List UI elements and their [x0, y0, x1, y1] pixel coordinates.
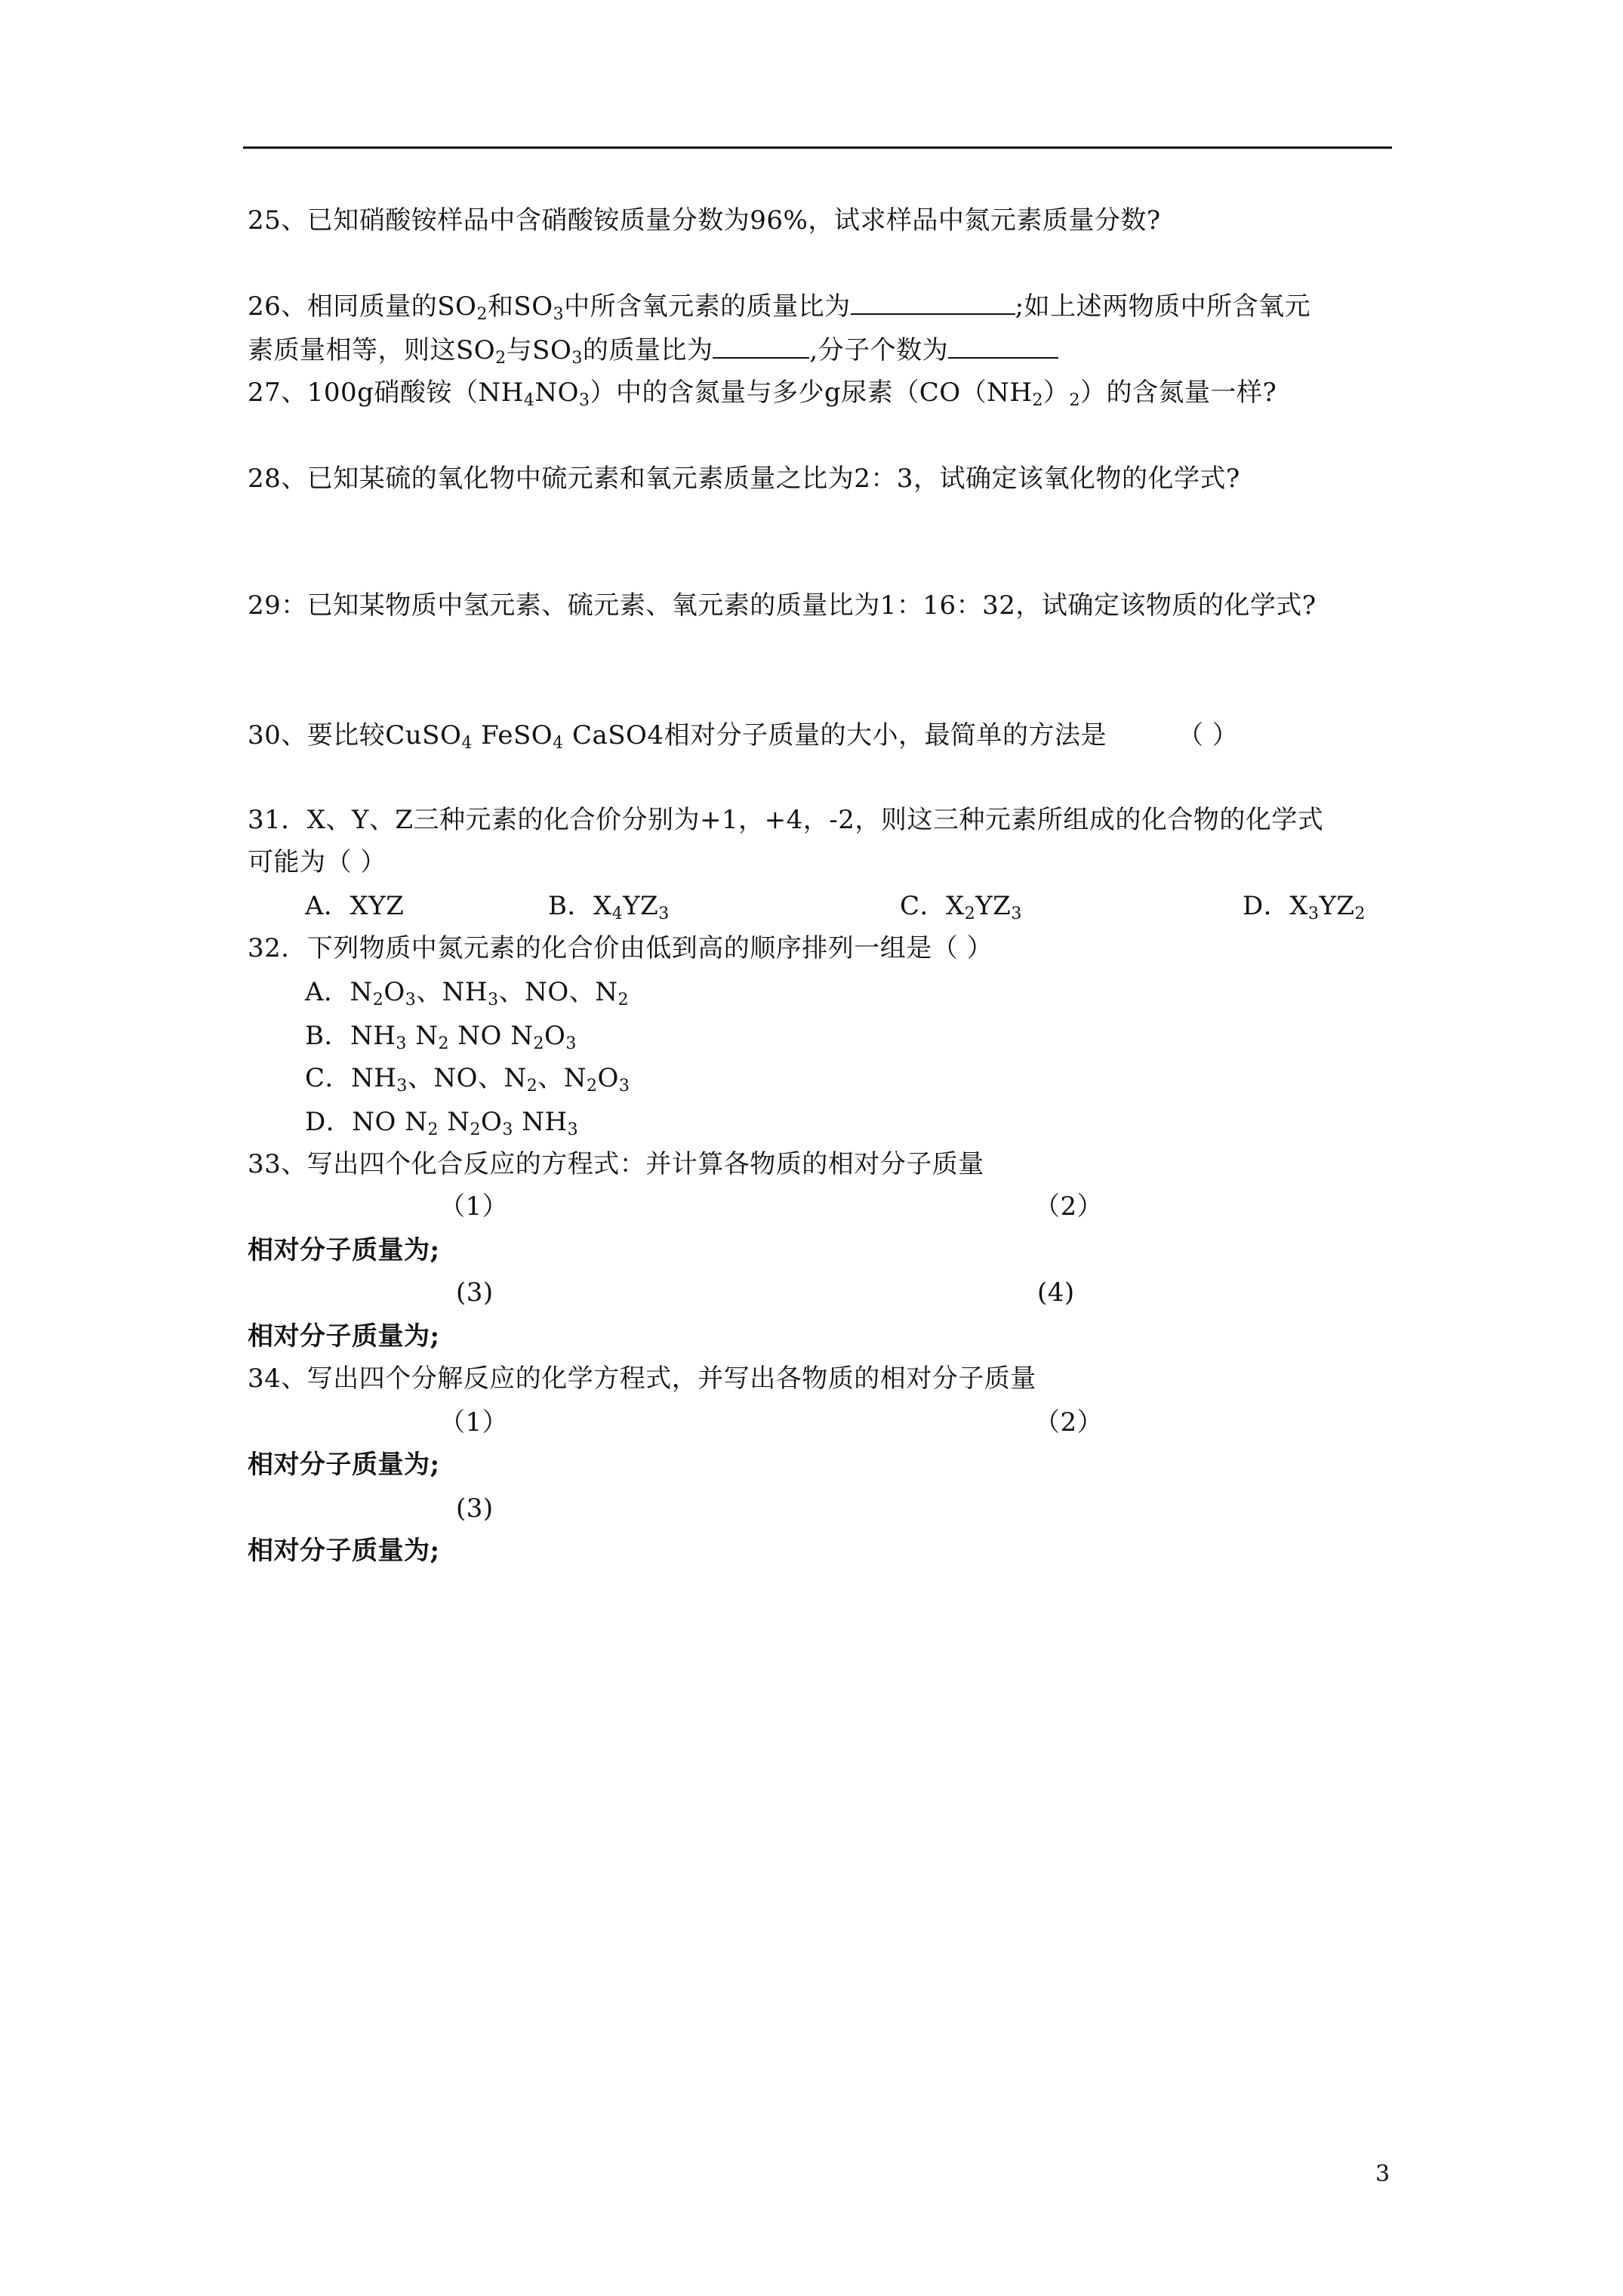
option-32-a: A．$N_2O_3$、$NH_3$、NO、$N_2$ — [305, 977, 629, 1009]
question-32: 32．下列物质中氮元素的化合价由低到高的顺序排列一组是（ ） — [248, 933, 993, 963]
q33-mass-label-2: 相对分子质量为; — [248, 1321, 440, 1351]
answer-blank[interactable] — [851, 291, 1015, 315]
q34-item-2: （2） — [1034, 1407, 1104, 1438]
question-29: 29：已知某物质中氢元素、硫元素、氧元素的质量比为1：16：32，试确定该物质的化学式? — [248, 590, 1317, 621]
question-33: 33、写出四个化合反应的方程式：并计算各物质的相对分子质量 — [248, 1149, 984, 1179]
q34-item-1: （1） — [439, 1407, 509, 1438]
option-32-c: C．$NH_3$、NO、$N_2$、$N_2O_3$ — [305, 1063, 630, 1096]
option-31-b: B．$X_4YZ_3$ — [548, 891, 670, 923]
question-25: 25、已知硝酸铵样品中含硝酸铵质量分数为96%，试求样品中氮元素质量分数? — [248, 205, 1161, 236]
question-30-paren: （ ） — [1178, 720, 1239, 750]
page-number: 3 — [1375, 2161, 1390, 2187]
option-32-d: D．NO $N_2$ $N_2O_3$ $NH_3$ — [305, 1107, 579, 1139]
option-31-d: D．$X_3YZ_2$ — [1243, 891, 1366, 923]
q34-mass-label-1: 相对分子质量为; — [248, 1450, 440, 1480]
q33-item-2: （2） — [1034, 1191, 1104, 1222]
q33-item-4: (4) — [1037, 1277, 1075, 1308]
q34-mass-label-2: 相对分子质量为; — [248, 1536, 440, 1566]
question-27: 27、100g硝酸铵$(NH_4NO_3)$中的含氮量与多少g尿素$(CO(NH_2)_2)$的含氮量一样? — [248, 378, 1277, 410]
question-31-line-1: 31．X、Y、Z三种元素的化合价分别为+1，+4，-2，则这三种元素所组成的化合物的化学式 — [248, 805, 1324, 835]
q34-item-3: (3) — [456, 1493, 494, 1524]
question-34: 34、写出四个分解反应的化学方程式，并写出各物质的相对分子质量 — [248, 1364, 1036, 1394]
option-31-c: C．$X_2YZ_3$ — [900, 891, 1022, 923]
question-28: 28、已知某硫的氧化物中硫元素和氧元素质量之比为2：3，试确定该氧化物的化学式? — [248, 464, 1240, 494]
question-26-line-1: 26、相同质量的$SO_2$和$SO_3$中所含氧元素的质量比为 ;如上述两物质中所含氧元 — [248, 291, 1311, 324]
question-31-line-2: 可能为（ ） — [248, 847, 387, 877]
q33-item-3: (3) — [456, 1277, 494, 1308]
question-30: 30、要比较CuSO$_4$ FeSO$_4$ CaSO4相对分子质量的大小，最简单的方法是 — [248, 720, 1107, 753]
question-26-line-2: 素质量相等，则这$SO_2$与$SO_3$的质量比为 ,分子个数为 — [248, 334, 1058, 367]
q33-mass-label-1: 相对分子质量为; — [248, 1235, 440, 1265]
q33-item-1: （1） — [439, 1191, 509, 1222]
option-32-b: B．$NH_3$ $N_2$ NO $N_2O_3$ — [305, 1021, 577, 1053]
answer-blank[interactable] — [713, 334, 809, 359]
answer-blank[interactable] — [948, 334, 1058, 359]
option-31-a: A．XYZ — [305, 891, 405, 921]
header-rule — [243, 146, 1392, 149]
